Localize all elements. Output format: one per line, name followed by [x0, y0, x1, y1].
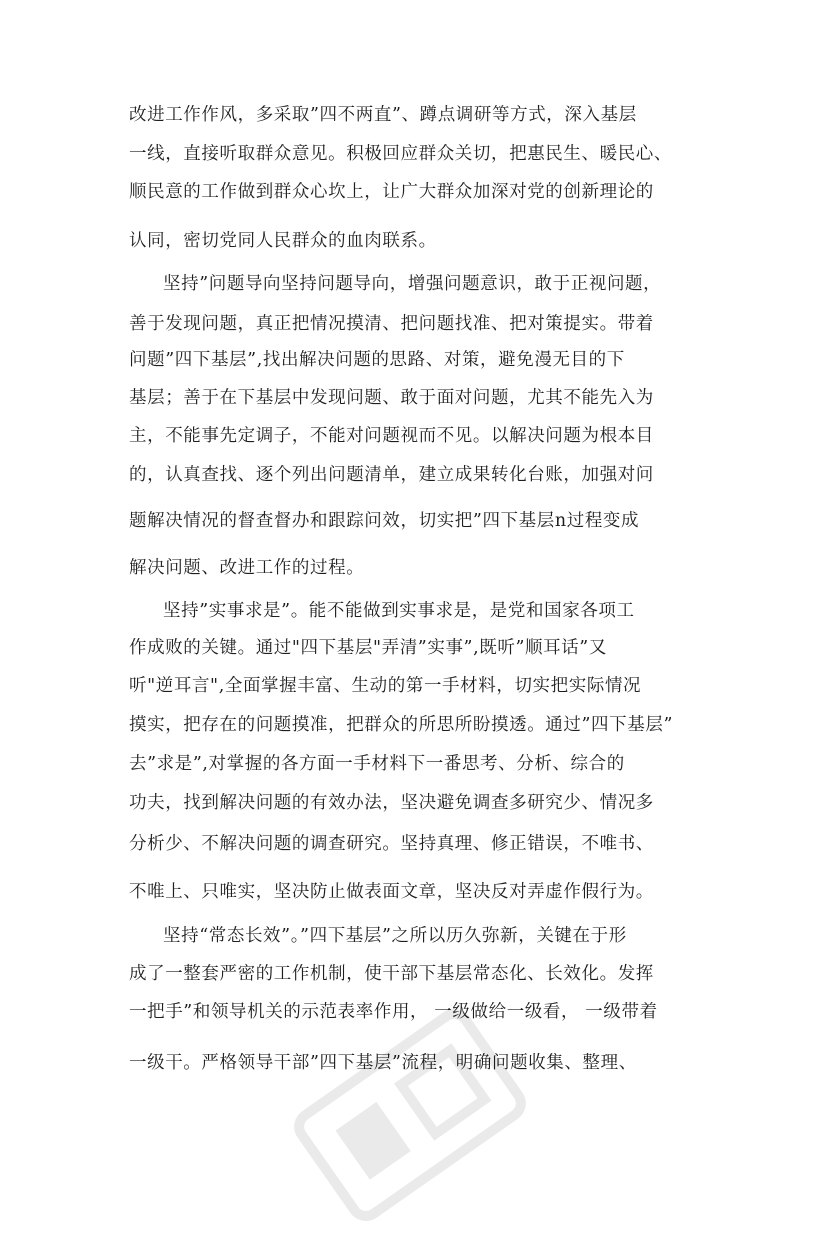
- paragraph-start-line: 坚持“常态长效”。”四下基层”之所以历久弥新，关键在于形: [163, 926, 627, 946]
- text-line: 认同，密切党同人民群众的血肉联系。: [129, 231, 437, 251]
- text-line: 作成败的关键。通过"四下基层"弄清”实事”,既听”顺耳话”又: [129, 638, 607, 658]
- text-line: 功夫，找到解决问题的有效办法，坚决避免调查多研究少、情况多: [129, 793, 654, 813]
- text-line: 摸实，把存在的问题摸准，把群众的所思所盼摸透。通过”四下基层”: [129, 715, 673, 735]
- text-line: 一把手”和领导机关的示范表率作用， 一级做给一级看， 一级带着: [129, 1002, 658, 1022]
- text-line: 问题”四下基层”,找出解决问题的思路、对策，避免漫无目的下: [129, 350, 625, 370]
- text-line: 一线，直接听取群众意见。积极回应群众关切，把惠民生、暖民心、: [129, 144, 672, 164]
- text-line: 善于发现问题，真正把情况摸清、把问题找准、把对策提实。带着: [129, 314, 654, 334]
- text-line: 基层；善于在下基层中发现问题、敢于面对问题，尤其不能先入为: [129, 388, 654, 408]
- text-line: 解决问题、改进工作的过程。: [129, 558, 365, 578]
- paragraph-start-line: 坚持”问题导向坚持问题导向，增强问题意识，敢于正视问题，: [163, 274, 662, 294]
- watermark-logo: [274, 986, 546, 1243]
- text-line: 主，不能事先定调子，不能对问题视而不见。以解决问题为根本目: [129, 426, 654, 446]
- text-line: 题解决情况的督查督办和跟踪问效，切实把”四下基层n过程变成: [129, 511, 640, 531]
- text-line: 分析少、不解决问题的调查研究。坚持真理、修正错误，不唯书、: [129, 834, 654, 854]
- text-line: 成了一整套严密的工作机制，使干部下基层常态化、长效化。发挥: [129, 964, 654, 984]
- text-line: 不唯上、只唯实，坚决防止做表面文章，坚决反对弄虚作假行为。: [129, 882, 654, 902]
- paragraph-start-line: 坚持”实事求是”。能不能做到实事求是，是党和国家各项工: [163, 601, 635, 621]
- text-line: 顺民意的工作做到群众心坎上，让广大群众加深对党的创新理论的: [129, 182, 654, 202]
- text-line: 一级干。严格领导干部”四下基层”流程，明确问题收集、整理、: [129, 1053, 637, 1073]
- text-line: 去”求是”,对掌握的各方面一手材料下一番思考、分析、综合的: [129, 754, 625, 774]
- text-line: 改进工作作风，多采取”四不两直”、蹲点调研等方式，深入基层: [129, 105, 637, 125]
- text-line: 听"逆耳言",全面掌握丰富、生动的第一手材料，切实把实际情况: [129, 676, 642, 696]
- text-line: 的，认真查找、逐个列出问题清单，建立成果转化台账，加强对问: [129, 465, 654, 485]
